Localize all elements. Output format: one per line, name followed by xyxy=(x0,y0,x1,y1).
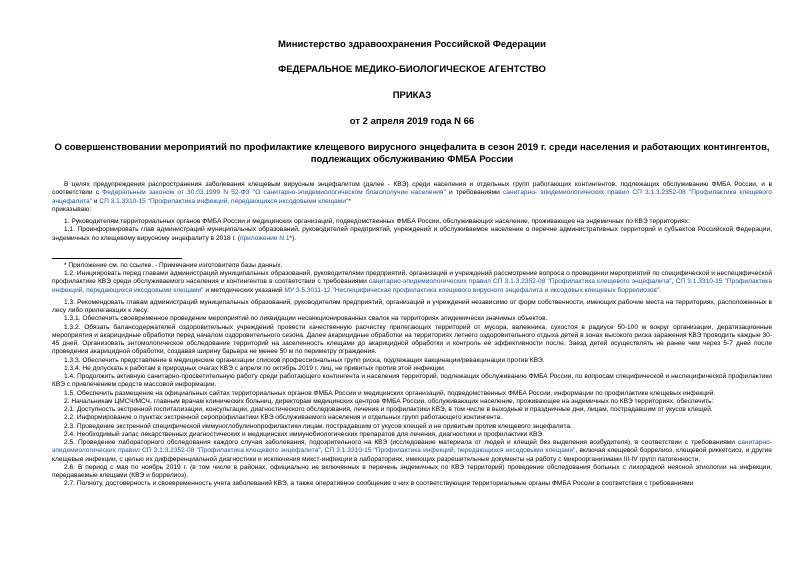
preamble-text-3: и xyxy=(91,197,100,205)
clause-1-3-4: 1.3.4. Не допускать к работам в природных очагах КВЭ с апреля по октябрь 2019 г. лиц, не привитых против этой инфекции. xyxy=(64,364,446,372)
clause-1-2 xyxy=(52,270,772,295)
clause-2-5-text-3: , включая клещевой боррелиоз, клещевой риккетсиоз, и другие клещевые инфекции, с целью их дифференциальной диагностики и исключения микст-инфекции в лабораториях, имеющих разрешительные документы на работу с микроорганизмами III-IV групп патогенности. xyxy=(52,447,772,463)
document-page xyxy=(52,0,772,489)
document-body xyxy=(52,181,772,489)
clause-1: 1. Руководителям территориальных органов ФМБА России и медицинских организаций, подведомственных ФМБА России, обслуживающих население, проживающее на эндемичных по КВЭ территориях: xyxy=(64,218,690,225)
sp-2352-link-2[interactable]: санитарно-эпидемиологических правил СП 3.1.3.2352-08 "Профилактика клещевого энцефалита" xyxy=(368,278,672,286)
clause-1-5: 1.5. Обеспечить размещение на официальных сайтах территориальных органов ФМБА России и медицинских организаций, подведомственных ФМБА России, информации по профилактике клещевых инфекций. xyxy=(64,389,716,397)
clause-1-3-3: 1.3.3. Обеспечить представление в медицинские организации списков профессиональных групп риска, подлежащих вакцинации/ревакцинации против КВЭ. xyxy=(64,356,545,364)
clause-1-2-text-3: и методических указаний xyxy=(203,286,285,294)
clause-1-2-text-4: . xyxy=(659,286,662,294)
preamble-text-2: и требованиями xyxy=(445,189,503,197)
sp-3310-link-3[interactable]: СП 3.1.3310-15 "Профилактика инфекций, передающихся иксодовыми клещами" xyxy=(324,447,576,455)
footnote: * Приложение см. по ссылке. - Примечание изготовителя базы данных. xyxy=(64,261,283,269)
sp-3310-link-2[interactable]: СП 3.1.3310-15 "Профилактика инфекций, передающихся иксодовыми клещами" xyxy=(52,278,772,294)
clause-2-5 xyxy=(52,439,772,464)
clause-1-1-text-2: *). xyxy=(289,234,297,242)
footnote-divider xyxy=(52,258,182,259)
document-title: О совершенствовании мероприятий по профилактике клещевого вирусного энцефалита в сезон 2019 г. среди населения и работающих контингентов, подлежащих обслуживанию ФМБА России xyxy=(54,142,770,165)
clause-2-5-text-2: , xyxy=(320,447,325,455)
clause-1-1 xyxy=(52,226,772,243)
preamble-text-1: В целях предупреждения распространения заболевания клещевым вирусным энцефалитом (далее - КВЭ) среди населения и отдельных групп работающих контингентов, подлежащих обслуживанию ФМБА России, и в соответствии с xyxy=(52,181,772,197)
clause-1-4: 1.4. Продолжить активную санитарно-просветительную работу среди работающего контингента и населения территорий, подлежащих обслуживанию ФМБА России, по вопросам специфической и неспецифической профилактики КВЭ с привлечением средств массовой информации. xyxy=(52,373,772,389)
sp-3310-link[interactable]: СП 3.1.3310-15 "Профилактика инфекций, передающихся иксодовыми клещами" xyxy=(99,197,349,205)
appendix-1-link[interactable]: приложение N 1 xyxy=(239,234,290,242)
clause-2-3: 2.3. Проведение экстренной специфической иммуноглобулинопрофилактики лицам, пострадавшим от укусов клещей и не привитым против клещевого энцефалита. xyxy=(64,422,572,430)
agency-heading: ФЕДЕРАЛЬНОЕ МЕДИКО-БИОЛОГИЧЕСКОЕ АГЕНТСТВО xyxy=(278,64,546,75)
sp-2352-link[interactable]: санитарно- эпидемиологических правил СП 3.1.3.2352-08 "Профилактика клещевого энцефалита" xyxy=(52,189,772,205)
clause-2-4: 2.4. Необходимый запас лекарственных диагностических и медицинских иммунобиологических препаратов для лечения, диагностики и профилактики КВЭ. xyxy=(64,430,544,438)
clause-1-1-text-1: 1.1. Проинформировать глав администраций муниципальных образований, руководителей предприятий, учреждений и обслуживаемое население о перечне административных территорий и субъектов Российской Федерации, эндемичных по клещевому вирусному энцефалиту в 2018 г. ( xyxy=(52,226,772,242)
mu-3011-link[interactable]: МУ 3.5.3011-12 "Неспецифическая профилактика клещевого вирусного энцефалита и иксодовых клещевых боррелиозов" xyxy=(284,286,660,294)
doc-type-heading: ПРИКАЗ xyxy=(392,90,432,101)
clause-2-2: 2.2. Информирование о пунктах экстренной серопрофилактики КВЭ обслуживаемого населения и отдельных групп работающего контингента. xyxy=(64,414,503,422)
clause-1-2-text-2: , xyxy=(671,278,676,286)
clause-2-7: 2.7. Полноту, достоверность и своевременность учета заболеваний КВЭ, а также оперативное сообщение о них в соответствующие территориальные органы ФМБА России в соответствии с требованиями xyxy=(64,480,694,488)
clause-1-3-2: 1.3.2. Обязать балансодержателей оздоровительных учреждений провести качественную расчистку прилегающих территорий от мусора, валежника, сухостоя в радиусе 50-100 м вокруг организации, дератизационные мероприятия и акарицидные обработки перед началом оздоровительного сезона. Далее акарицидные обработки на территориях летнего оздоровительного отдыха детей в зонах высокого риска заражения КВЭ проводить каждые 30-45 дней. Организовать энтомологическое обследование территорий на заселенность клещами до акарицидной обработки и контроль ее эффективности после. Заезд детей осуществлять не ранее чем через 5-7 дней после проведения акарицидной обработки, создавая ширину барьера не менее 50 м по периметру ограждения. xyxy=(52,323,772,356)
sp-2352-link-3[interactable]: санитарно-эпидемиологических правил СП 3.1.3.2352-08 "Профилактика клещевого энцефалита" xyxy=(52,439,772,455)
clause-2: 2. Начальникам ЦМСЧ/МСЧ, главным врачам клинических больниц, директорам медицинских центров ФМБА России, обслуживающих население, проживающее на эндемичных по КВЭ территориях, обеспечить: xyxy=(64,397,714,405)
clause-1-2-text-1: 1.2. Инициировать перед главами администраций муниципальных образований, руководителями предприятий, организаций и учреждений рассмотрение вопроса о проведении мероприятий по специфической и неспецифической профилактике КВЭ среди обслуживаемого населения и контингентов в соответствии с требованиями xyxy=(52,270,772,286)
clause-2-1: 2.1. Доступность экстренной госпитализации, консультации, диагностического обследования, лечения и профилактики КВЭ, в том числе в выходные и праздничные дни, лицам, пострадавшим от укусов клещей. xyxy=(64,406,713,413)
date-number-heading: от 2 апреля 2019 года N 66 xyxy=(349,116,475,127)
preamble-paragraph xyxy=(52,181,772,206)
order-word: приказываю: xyxy=(52,205,92,213)
clause-1-3: 1.3. Рекомендовать главам администраций муниципальных образований, руководителям предприятий, организаций и учреждений независимо от форм собственности, имеющих рабочие места на территориях, расположенных в лесу либо прилегающих к лесу: xyxy=(52,298,772,314)
clause-2-5-text-1: 2.5. Проведение лабораторного обследования каждого случая заболевания, подозрительного на КВЭ (исследование материала от людей и клещей без выделения возбудителя), в соответствии с требованиями xyxy=(64,439,738,446)
federal-law-link[interactable]: Федеральным законом от 30.03.1999 N 52-ФЗ "О санитарно-эпидемиологическом благополучии населения" xyxy=(102,189,446,197)
ministry-heading: Министерство здравоохранения Российской Федерации xyxy=(277,39,547,50)
preamble-text-4: * xyxy=(348,197,351,205)
clause-2-6: 2.6. В период с мая по ноябрь 2019 г. (в том числе в районах, официально не включенных в перечень эндемичных по КВЭ территорий) проведение обследования больных с лихорадкой неясной этиологии на инфекции, передаваемые клещами (КВЭ и боррелиоз). xyxy=(52,463,772,479)
clause-1-3-1: 1.3.1. Обеспечить своевременное проведение мероприятий по ликвидации несанкционированных свалок на территориях эпидемически значимых объектов. xyxy=(64,315,548,323)
